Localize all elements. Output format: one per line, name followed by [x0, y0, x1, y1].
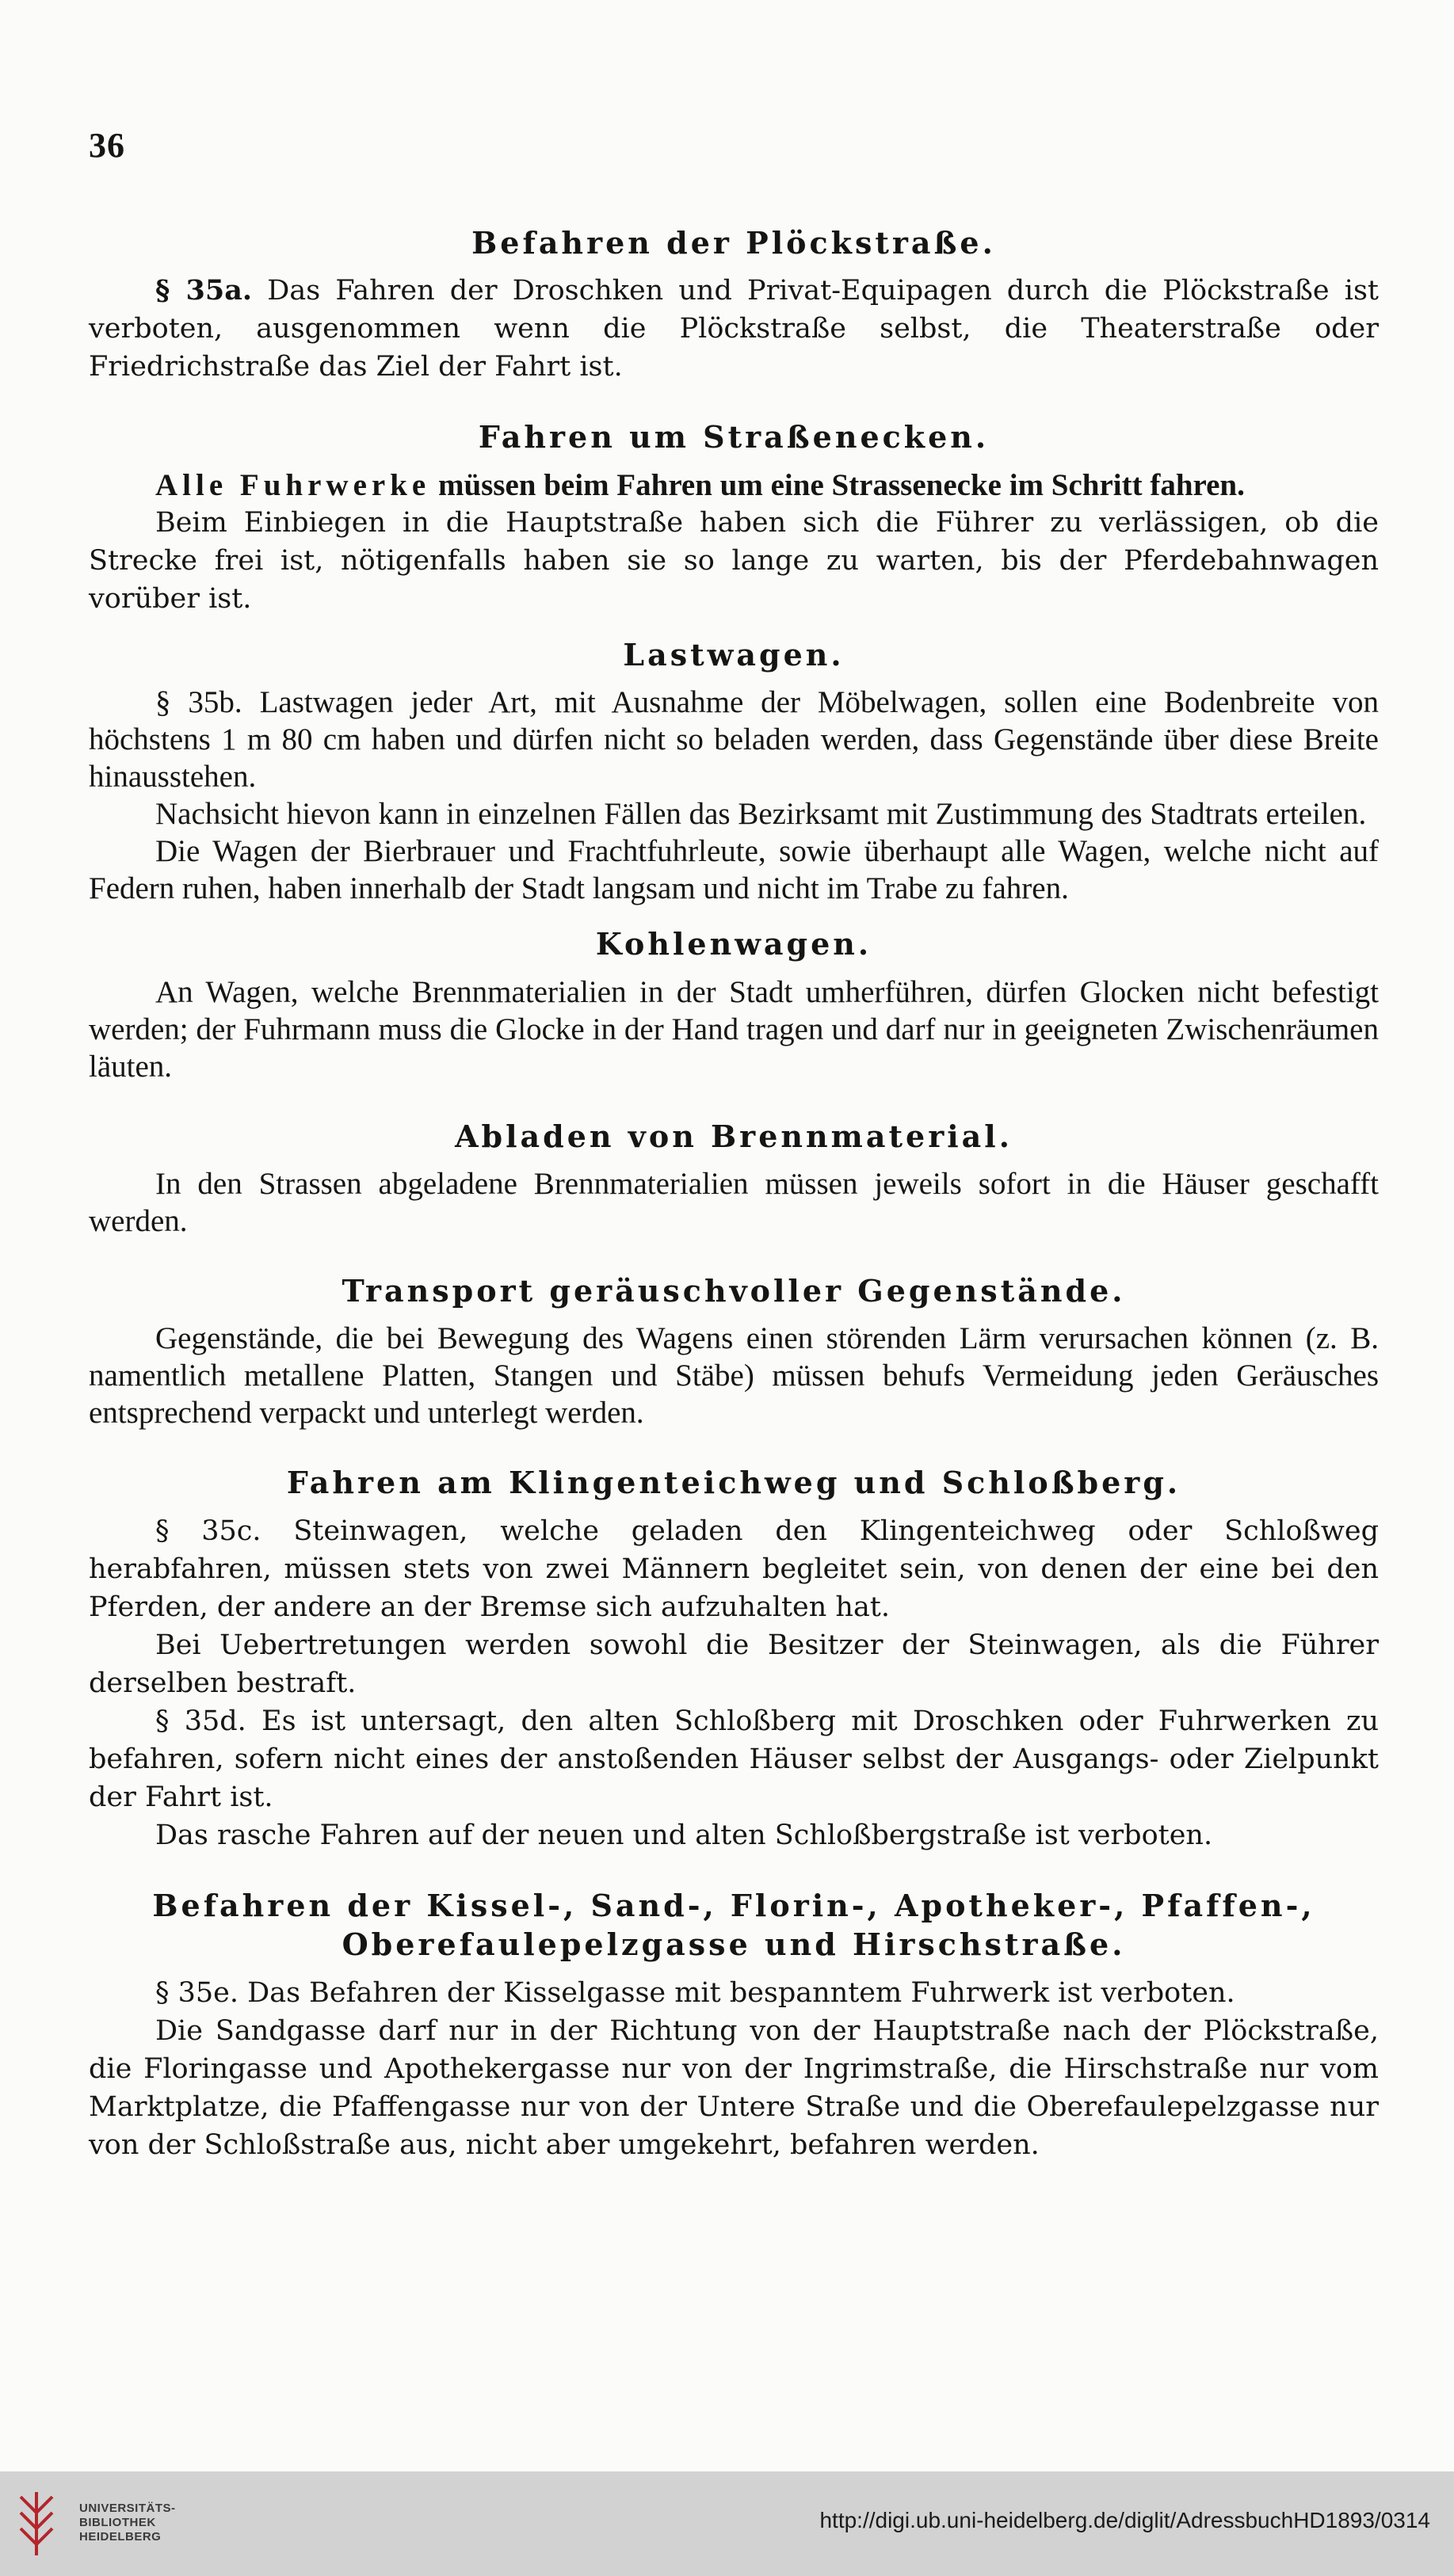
source-url-link[interactable]: http://digi.ub.uni-heidelberg.de/diglit/AdressbuchHD1893/0314: [819, 2508, 1430, 2532]
section-heading: Fahren um Straßenecken.: [478, 419, 990, 455]
viewer-footer: [0, 2471, 1454, 2576]
document-body: [89, 223, 1379, 2164]
paragraph-text: Das Befahren der Kisselgasse mit bespanntem Fuhrwerk ist verboten.: [247, 1976, 1235, 2009]
paragraph: Die Sandgasse darf nur in der Richtung von der Hauptstraße nach der Plöckstraße, die Floringasse und Apothekergasse nur von der Ingrimstraße, die Hirschstraße nur vom Marktplatze, die Pfaffengasse nur von der Untere Straße und die Oberefaulepelzgasse nur von der Schloßstraße aus, nicht aber umgekehrt, befahren werden.: [89, 2014, 1379, 2161]
section-heading: Befahren der Plöckstraße.: [471, 225, 996, 261]
paragraph-section-mark: § 35d.: [155, 1705, 246, 1737]
paragraph: [89, 1512, 1379, 1626]
page-number: 36: [89, 126, 125, 165]
paragraph-section-mark: § 35c.: [155, 1515, 261, 1547]
paragraph: An Wagen, welche Brennmaterialien in der Stadt umherführen, dürfen Glocken nicht befestigt werden; der Fuhrmann muss die Glocke in der Hand tragen und darf nur in geeigneten Zwischenräumen läuten.: [89, 974, 1379, 1084]
paragraph: Gegenstände, die bei Bewegung des Wagens einen störenden Lärm verursachen können (z. B. namentlich metallene Platten, Stangen und Stäbe) müssen behufs Vermeidung jeden Geräusches entsprechend verpackt und unterlegt werden.: [89, 1321, 1379, 1431]
section-heading: Transport geräuschvoller Gegenstände.: [342, 1272, 1126, 1309]
section-heading: Fahren am Klingenteichweg und Schloßberg.: [286, 1465, 1181, 1501]
paragraph-text: Lastwagen jeder Art, mit Ausnahme der Möbelwagen, sollen eine Bodenbreite von höchstens 1 m 80 cm haben und dürfen nicht so beladen werden, dass Gegenstände über diese Breite hinausstehen.: [89, 685, 1380, 795]
paragraph: Beim Einbiegen in die Hauptstraße haben sich die Führer zu verlässigen, ob die Strecke frei ist, nötigenfalls haben sie so lange zu warten, bis der Pferdebahnwagen vorüber ist.: [89, 506, 1379, 615]
paragraph-lead: Alle Fuhrwerke: [155, 467, 431, 502]
paragraph: In den Strassen abgeladene Brennmaterialien müssen jeweils sofort in die Häuser geschafft werden.: [89, 1166, 1379, 1238]
paragraph-text: Das Fahren der Droschken und Privat-Equipagen durch die Plöckstraße ist verboten, ausgenommen wenn die Plöckstraße selbst, die Theaterstraße oder Friedrichstraße das Ziel der Fahrt ist.: [89, 275, 1379, 383]
paragraph: [89, 1974, 1379, 2012]
section-heading: Lastwagen.: [623, 636, 845, 673]
university-seal-icon: [16, 2489, 57, 2559]
paragraph-text: müssen beim Fahren um eine Strassenecke im Schritt fahren.: [437, 467, 1245, 502]
paragraph: Die Wagen der Bierbrauer und Frachtfuhrleute, sowie überhaupt alle Wagen, welche nicht auf Federn ruhen, haben innerhalb der Stadt langsam und nicht im Trabe zu fahren.: [89, 834, 1379, 906]
library-name: UNIVERSITÄTS- BIBLIOTHEK HEIDELBERG: [79, 2502, 176, 2544]
section-heading: Abladen von Brennmaterial.: [455, 1118, 1013, 1154]
paragraph: [89, 1702, 1379, 1816]
paragraph: Bei Uebertretungen werden sowohl die Besitzer der Steinwagen, als die Führer derselben bestraft.: [89, 1629, 1379, 1699]
paragraph-section-mark: § 35e.: [155, 1976, 239, 2009]
paragraph: Nachsicht hievon kann in einzelnen Fällen das Bezirksamt mit Zustimmung des Stadtrats erteilen.: [155, 797, 1367, 832]
paragraph: Das rasche Fahren auf der neuen und alten Schloßbergstraße ist verboten.: [155, 1819, 1213, 1851]
paragraph: [89, 684, 1379, 795]
paragraph-section-mark: § 35b.: [155, 685, 242, 720]
paragraph-section-mark: § 35a.: [155, 274, 253, 307]
paragraph-text: Steinwagen, welche geladen den Klingenteichweg oder Schloßweg herabfahren, müssen stets von zwei Männern begleitet sein, von denen der eine bei den Pferden, der andere an der Bremse sich aufzuhalten hat.: [89, 1515, 1379, 1623]
paragraph: [89, 467, 1379, 504]
section-heading: Kohlenwagen.: [595, 926, 872, 962]
paragraph: [89, 272, 1379, 386]
section-heading: Befahren der Kissel-, Sand-, Florin-, Apotheker-, Pfaffen-, Oberefaulepelzgasse und Hirschstraße.: [152, 1887, 1315, 1963]
paragraph-text: Es ist untersagt, den alten Schloßberg mit Droschken oder Fuhrwerken zu befahren, sofern nicht eines der anstoßenden Häuser selbst der Ausgangs- oder Zielpunkt der Fahrt ist.: [89, 1705, 1379, 1813]
